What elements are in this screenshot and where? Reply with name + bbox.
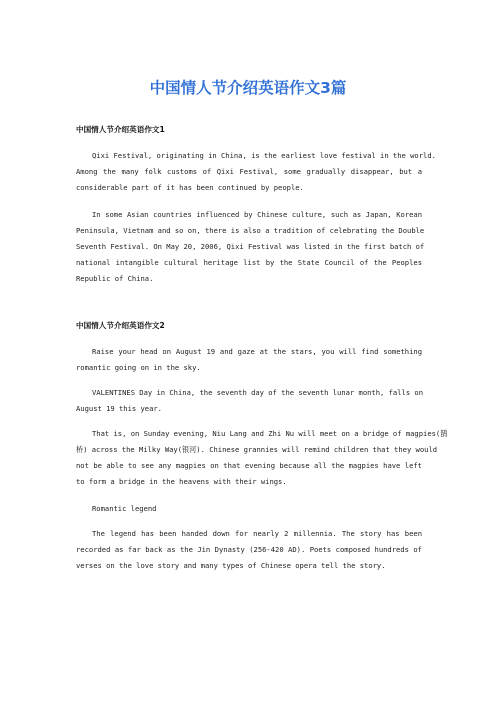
text-line: not be able to see any magpies on that evening because all the magpies have left <box>76 461 422 470</box>
section-2-subheading-romantic-legend <box>76 501 422 517</box>
text-line: 桥) across the Milky Way(银河). Chinese grannies will remind children that they would <box>76 445 438 454</box>
section-2-heading: 中国情人节介绍英语作文2 <box>76 321 165 330</box>
document-title: 中国情人节介绍英语作文3篇 <box>149 79 347 97</box>
text-line: Romantic legend <box>92 504 157 513</box>
text-line: August 19 this year. <box>76 404 162 413</box>
text-line: Seventh Festival. On May 20, 2006, Qixi Festival was listed in the first batch of <box>76 242 425 251</box>
text-line: Among the many folk customs of Qixi Festival, some gradually disappear, but a <box>76 167 422 176</box>
section-2-paragraph-4 <box>76 526 422 574</box>
section-2-paragraph-2 <box>76 385 422 417</box>
text-line: considerable part of it has been continued by people. <box>76 183 304 192</box>
section-1-paragraph-2 <box>76 207 425 287</box>
section-2-paragraph-1 <box>76 344 422 376</box>
text-line: VALENTINES Day in China, the seventh day of the seventh lunar month, falls on <box>92 388 424 397</box>
text-line: That is, on Sunday evening, Niu Lang and Zhi Nu will meet on a bridge of magpies(鹊 <box>92 429 448 438</box>
text-line: recorded as far back as the Jin Dynasty (256-420 AD). Poets composed hundreds of <box>76 545 422 554</box>
text-line: verses on the love story and many types of Chinese opera tell the story. <box>76 561 386 570</box>
section-1-heading: 中国情人节介绍英语作文1 <box>76 125 165 134</box>
section-2-paragraph-3 <box>76 426 448 490</box>
text-line: Peninsula, Vietnam and so on, there is also a tradition of celebrating the Double <box>76 226 425 235</box>
text-line: to form a bridge in the heavens with their wings. <box>76 477 287 486</box>
text-line: Qixi Festival, originating in China, is the earliest love festival in the world. <box>92 151 436 160</box>
text-line: Raise your head on August 19 and gaze at the stars, you will find something <box>92 347 422 356</box>
text-line: In some Asian countries influenced by Chinese culture, such as Japan, Korean <box>92 210 422 219</box>
text-line: Republic of China. <box>76 274 154 283</box>
text-line: The legend has been handed down for nearly 2 millennia. The story has been <box>92 529 422 538</box>
text-line: national intangible cultural heritage list by the State Council of the Peoples <box>76 258 422 267</box>
text-line: romantic going on in the sky. <box>76 363 201 372</box>
section-1-paragraph-1 <box>76 148 436 196</box>
